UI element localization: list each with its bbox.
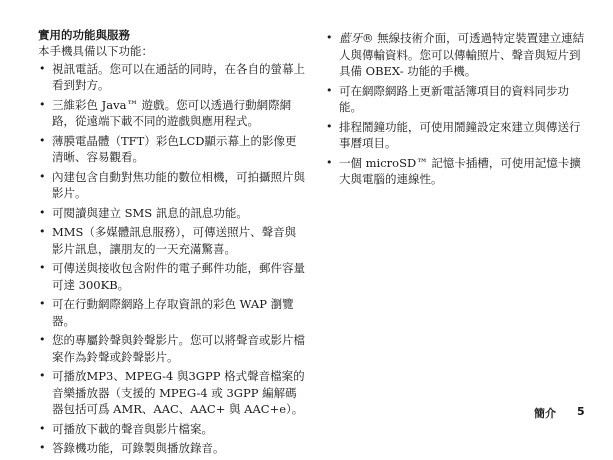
- section-intro: 本手機具備以下功能：: [38, 44, 153, 58]
- list-item: • 答錄機功能，可錄製與播放錄音。: [39, 441, 225, 455]
- bullet-icon: •: [39, 205, 46, 219]
- bluetooth-trademark: 藍牙®: [339, 31, 374, 45]
- list-item: • 可在網際網路上更新電話簿項目的資料同步功能。: [326, 83, 569, 114]
- bullet-icon: •: [39, 333, 46, 346]
- bullet-icon: •: [39, 369, 46, 382]
- list-item: • 可播放下載的聲音與影片檔案。: [39, 421, 213, 436]
- list-item: • 可在行動網際網路上存取資訊的彩色 WAP 瀏覽器。: [39, 297, 294, 328]
- list-item: • 可播放MP3、MPEG-4 與3GPP 格式聲音檔案的音樂播放器（支援的 MPEG-4 或 3GPP 編解碼器包括可爲 AMR、AAC、AAC+ 與 AAC+e）。: [39, 369, 305, 416]
- bullet-icon: •: [39, 169, 46, 183]
- bullet-icon: •: [326, 31, 333, 44]
- list-item: • 內建包含自動對焦功能的數位相機，可拍攝照片與影片。: [39, 169, 305, 200]
- list-item: • 排程鬧鐘功能，可使用鬧鐘設定來建立與傳送行事曆項目。: [326, 119, 581, 150]
- list-item: • 薄膜電晶體（TFT）彩色LCD顯示幕上的影像更清晰、容易觀看。: [39, 133, 297, 164]
- feature-list-continued: [325, 30, 587, 188]
- bullet-icon: •: [39, 421, 46, 435]
- list-item: • 視訊電話。您可以在通話的同時，在各自的螢幕上看到對方。: [39, 61, 305, 92]
- bullet-icon: •: [39, 297, 46, 310]
- list-item: • 您的專屬鈴聲與鈴聲影片。您可以將聲音或影片檔案作為鈴聲或鈴聲影片。: [39, 333, 305, 364]
- list-item: • 三維彩色 Java™ 遊戲。您可以透過行動網際網路，從遠端下載不同的遊戲與應用程式。: [39, 97, 292, 128]
- bullet-icon: •: [326, 119, 333, 133]
- feature-list: [38, 61, 306, 457]
- list-item: • MMS（多媒體訊息服務），可傳送照片、聲音與影片訊息，讓朋友的一天充滿驚喜。: [39, 225, 297, 256]
- bullet-icon: •: [39, 61, 46, 75]
- bullet-icon: •: [39, 97, 46, 111]
- footer-section-title: 簡介: [534, 407, 556, 420]
- bullet-icon: •: [326, 155, 333, 169]
- page-number: 5: [577, 405, 585, 418]
- section-heading: 實用的功能與服務: [38, 28, 130, 42]
- list-item: • 藍牙® 無線技術介面，可透過特定裝置建立連結人與傳輸資料。您可以傳輸照片、聲音與短片到具備 OBEX- 功能的手機。: [326, 31, 585, 78]
- right-column: [325, 30, 587, 191]
- bullet-icon: •: [326, 83, 333, 97]
- bullet-icon: •: [39, 225, 46, 238]
- list-item: • 一個 microSD™ 記憶卡插槽，可使用記憶卡擴大與電腦的連線性。: [326, 155, 581, 186]
- left-column: [38, 28, 306, 460]
- bullet-icon: •: [39, 133, 46, 147]
- bullet-icon: •: [39, 441, 46, 454]
- bullet-icon: •: [39, 261, 46, 274]
- list-item: • 可閱讀與建立 SMS 訊息的訊息功能。: [39, 205, 248, 220]
- list-item: • 可傳送與接收包含附件的電子郵件功能，郵件容量可達 300KB。: [39, 261, 305, 292]
